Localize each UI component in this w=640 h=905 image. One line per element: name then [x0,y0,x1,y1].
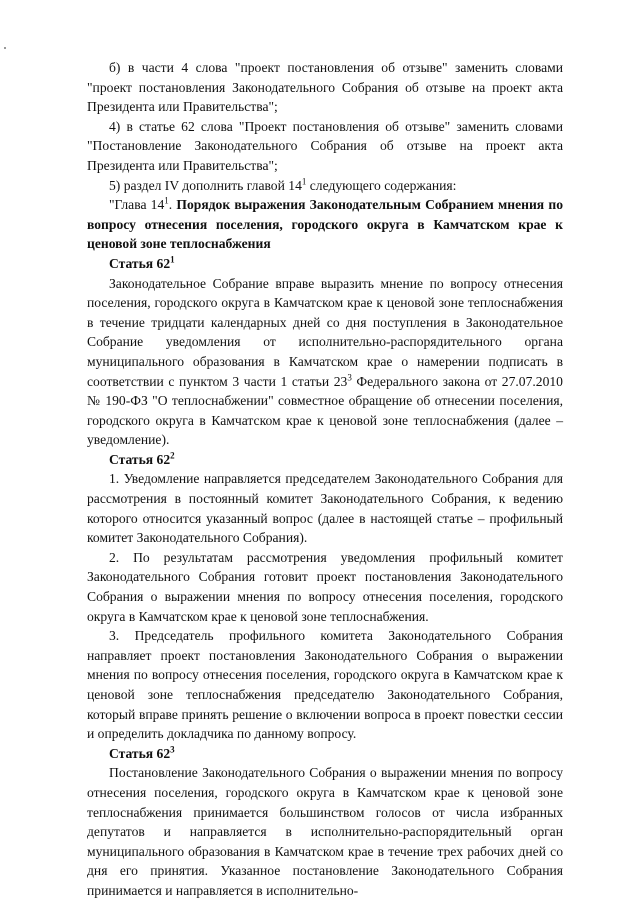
article-62-1-heading: Статья $62^1$ [109,254,175,271]
document-body [87,58,563,901]
amendment-b-part4: б) в части 4 слова "проект постановления об отзыве" заменить словами "проект постановления Законодательного Собрания об отзыве на проект акта Президента или Правительства"; [87,60,563,115]
article-62-2-part3: 3. Председатель профильного комитета Законодательного Собрания направляет проект постановления Законодательного Собрания о выражении мнения по вопросу отнесения поселения, городского округа в Камчатском крае к ценовой зоне теплоснабжения председателю Законодательного Собрания, который вправе принять решение о включении вопроса в проект повестки сессии и определить докладчика по данному вопросу. [87,628,563,742]
article-62-2-part2: 2. По результатам рассмотрения уведомления профильный комитет Законодательного Собрания готовит проект постановления Законодательного Собрания о выражении мнения по вопросу отнесения поселения, городского округа в Камчатском крае к ценовой зоне теплоснабжения. [87,549,563,624]
article-62-2-heading: Статья $62^2$ [109,450,175,467]
amendment-5-section4: 5) раздел IV дополнить главой $14^1$ следующего содержания: [109,176,457,193]
scan-speck [4,47,6,49]
amendment-4-article62: 4) в статье 62 слова "Проект постановления об отзыве" заменить словами "Постановление Законодательного Собрания об отзыве на проект акта Президента или Правительства"; [87,118,563,173]
article-62-3-heading: Статья $62^3$ [109,744,175,761]
chapter-heading: "Глава $14^1$. Порядок выражения Законодательным Собранием мнения по вопросу отнесения поселения, городского округа в Камчатском крае к ценовой зоне теплоснабжения [87,195,563,252]
chapter-title: Порядок выражения Законодательным Собранием мнения по вопросу отнесения поселения, городского округа в Камчатском крае к ценовой зоне теплоснабжения [87,197,563,252]
article-62-3-body: Постановление Законодательного Собрания о выражении мнения по вопросу отнесения поселения, городского округа в Камчатском крае к ценовой зоне теплоснабжения принимается большинством голосов от числа избранных депутатов и направляется в исполнительно-распорядительный орган муниципального образования в Камчатском крае в течение трех рабочих дней со дня его принятия. Указанное постановление Законодательного Собрания принимается и направляется в исполнительно- [87,765,563,898]
article-62-2-part1: 1. Уведомление направляется председателем Законодательного Собрания для рассмотрения в постоянный комитет Законодательного Собрания, к ведению которого относится указанный вопрос (далее в настоящей статье – профильный комитет Законодательного Собрания). [87,471,563,546]
article-62-1-body: Законодательное Собрание вправе выразить мнение по вопросу отнесения поселения, городского округа в Камчатском крае к ценовой зоне теплоснабжения в течение тридцати календарных дней со дня поступления в Законодательное Собрание уведомления от исполнительно-распорядительного органа муниципального образования в Камчатском крае о намерении подписать в соответствии с пунктом 3 части 1 статьи $23^3$ Федерального закона от 27.07.2010 № 190-ФЗ "О теплоснабжении" совместное обращение об отнесении поселения, городского округа в Камчатском крае к ценовой зоне теплоснабжения (далее – уведомление). [87,275,563,448]
